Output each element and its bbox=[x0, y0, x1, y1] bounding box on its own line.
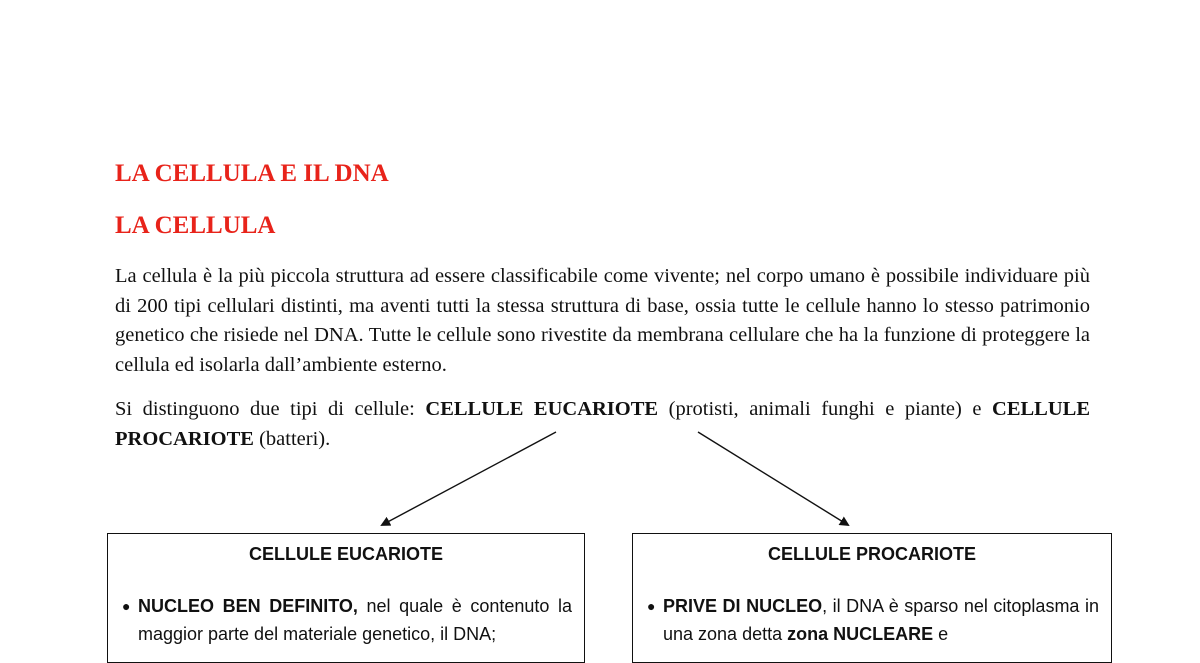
prokaryote-bullet-bold: PRIVE DI NUCLEO bbox=[663, 596, 823, 616]
prokaryote-note: (batteri). bbox=[253, 427, 331, 450]
prokaryote-box-title: CELLULE PROCARIOTE bbox=[767, 544, 976, 564]
eukaryote-bullet-bold: NUCLEO BEN DEFINITO, bbox=[138, 596, 358, 616]
eukaryote-bullet-item bbox=[122, 592, 572, 648]
prokaryote-box bbox=[632, 533, 1112, 663]
prokaryote-bullet-item bbox=[647, 592, 1099, 648]
eukaryote-bullet-text: nel quale è contenuto la maggior parte del materiale genetico, il DNA; bbox=[138, 596, 572, 644]
eukaryote-box bbox=[107, 533, 585, 663]
bullet-icon: ● bbox=[647, 598, 656, 614]
bullet-icon: ● bbox=[122, 598, 131, 614]
eukaryote-box-title: CELLULE EUCARIOTE bbox=[248, 544, 443, 564]
prokaryote-bullet-bold2: zona NUCLEARE bbox=[787, 624, 934, 644]
section-title: LA CELLULA bbox=[115, 212, 276, 239]
intro-paragraph: La cellula è la più piccola struttura ad essere classificabile come vivente; nel corpo umano è possibile individuare più di 200 tipi cellulari distinti, ma aventi tutti la stessa struttura di base, ossia tutte le cellule hanno lo stesso patrimonio genetico che risiede nel DNA. Tutte le cellule sono rivestite da membrana cellulare che ha la funzione di proteggere la cellula ed isolarla dall’ambiente esterno. bbox=[115, 265, 1090, 376]
prokaryote-bullet-text: , il DNA è sparso nel citoplasma in una zona detta bbox=[663, 596, 1099, 644]
arrow-to-eukaryote bbox=[382, 432, 556, 525]
document-title: LA CELLULA E IL DNA bbox=[115, 160, 389, 187]
eukaryote-note: (protisti, animali funghi e piante) e bbox=[658, 398, 993, 420]
prokaryote-bullet-text2: e bbox=[933, 624, 949, 644]
prokaryote-term: CELLULE PROCARIOTE bbox=[115, 398, 1091, 450]
eukaryote-term: CELLULE EUCARIOTE bbox=[425, 398, 659, 420]
arrow-to-prokaryote bbox=[698, 432, 848, 525]
cell-types-intro: Si distinguono due tipi di cellule: bbox=[115, 398, 426, 420]
